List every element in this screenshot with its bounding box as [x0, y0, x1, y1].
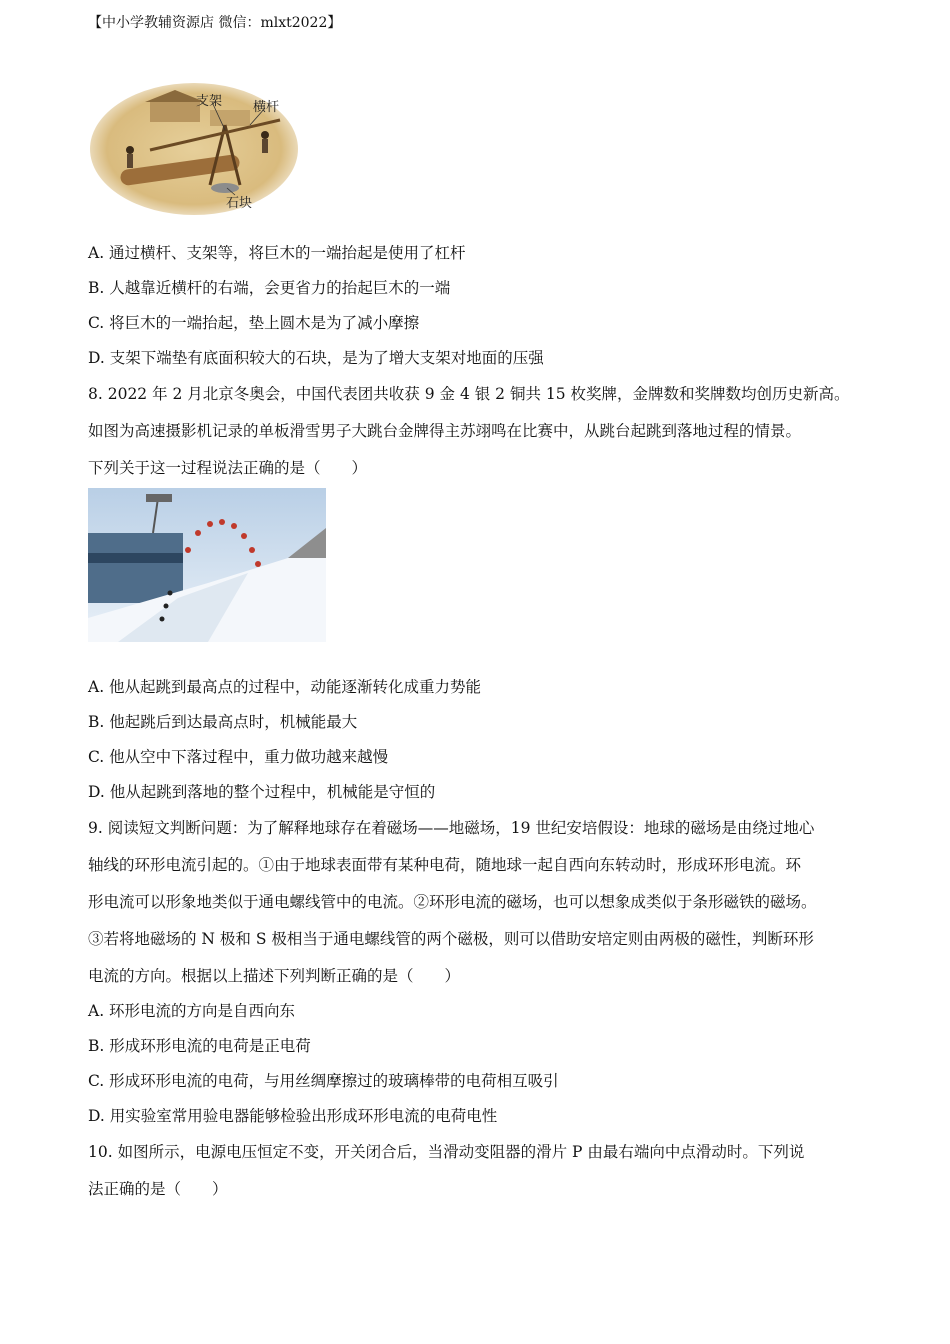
q9-text-line: 形电流可以形象地类似于通电螺线管中的电流。②环形电流的磁场，也可以想象成类似于条形磁铁的磁场。 — [88, 893, 817, 911]
q9-option-d: D. 用实验室常用验电器能够检验出形成环形电流的电荷电性 — [88, 1107, 498, 1125]
q10-text-line: 10. 如图所示，电源电压恒定不变，开关闭合后，当滑动变阻器的滑片 P 由最右端向中点滑动时。下列说 — [88, 1143, 805, 1161]
q8-text-line: 下列关于这一过程说法正确的是（ ） — [88, 459, 368, 477]
q9-option-a: A. 环形电流的方向是自西向东 — [88, 1002, 296, 1020]
q8-option-c: C. 他从空中下落过程中，重力做功越来越慢 — [88, 748, 389, 766]
q9-option-b: B. 形成环形电流的电荷是正电荷 — [88, 1037, 311, 1055]
q7-option-b: B. 人越靠近横杆的右端，会更省力的抬起巨木的一端 — [88, 279, 451, 297]
q8-option-b: B. 他起跳后到达最高点时，机械能最大 — [88, 713, 358, 731]
snowboard-photo-drawing — [88, 488, 326, 642]
q8-text-line: 8. 2022 年 2 月北京冬奥会，中国代表团共收获 9 金 4 银 2 铜共 15 枚奖牌，金牌数和奖牌数均创历史新高。 — [88, 385, 850, 403]
q7-option-c: C. 将巨木的一端抬起，垫上圆木是为了减小摩擦 — [88, 314, 420, 332]
q7-option-a: A. 通过横杆、支架等，将巨木的一端抬起是使用了杠杆 — [88, 244, 466, 262]
q8-option-d: D. 他从起跳到落地的整个过程中，机械能是守恒的 — [88, 783, 436, 801]
lever-illustration — [90, 80, 298, 218]
label-lever: 横杆 — [253, 100, 280, 115]
q7-option-d: D. 支架下端垫有底面积较大的石块，是为了增大支架对地面的压强 — [88, 349, 544, 367]
q9-option-c: C. 形成环形电流的电荷，与用丝绸摩擦过的玻璃棒带的电荷相互吸引 — [88, 1072, 559, 1090]
q9-text-line: 轴线的环形电流引起的。①由于地球表面带有某种电荷，随地球一起自西向东转动时，形成环形电流。环 — [88, 856, 802, 874]
snowboard-photo — [88, 488, 326, 642]
page-header: 【中小学教辅资源店 微信：mlxt2022】 — [88, 15, 342, 31]
label-stone: 石块 — [226, 196, 253, 211]
q8-option-a: A. 他从起跳到最高点的过程中，动能逐渐转化成重力势能 — [88, 678, 482, 696]
q9-text-line: 9. 阅读短文判断问题：为了解释地球存在着磁场——地磁场，19 世纪安培假设：地球的磁场是由绕过地心 — [88, 819, 815, 837]
q8-text-line: 如图为高速摄影机记录的单板滑雪男子大跳台金牌得主苏翊鸣在比赛中，从跳台起跳到落地过程的情景。 — [88, 422, 802, 440]
q9-text-line: 电流的方向。根据以上描述下列判断正确的是（ ） — [88, 967, 461, 985]
label-support: 支架 — [196, 94, 223, 109]
q9-text-line: ③若将地磁场的 N 极和 S 极相当于通电螺线管的两个磁极，则可以借助安培定则由两极的磁性，判断环形 — [88, 930, 814, 948]
q10-text-line: 法正确的是（ ） — [88, 1180, 228, 1198]
